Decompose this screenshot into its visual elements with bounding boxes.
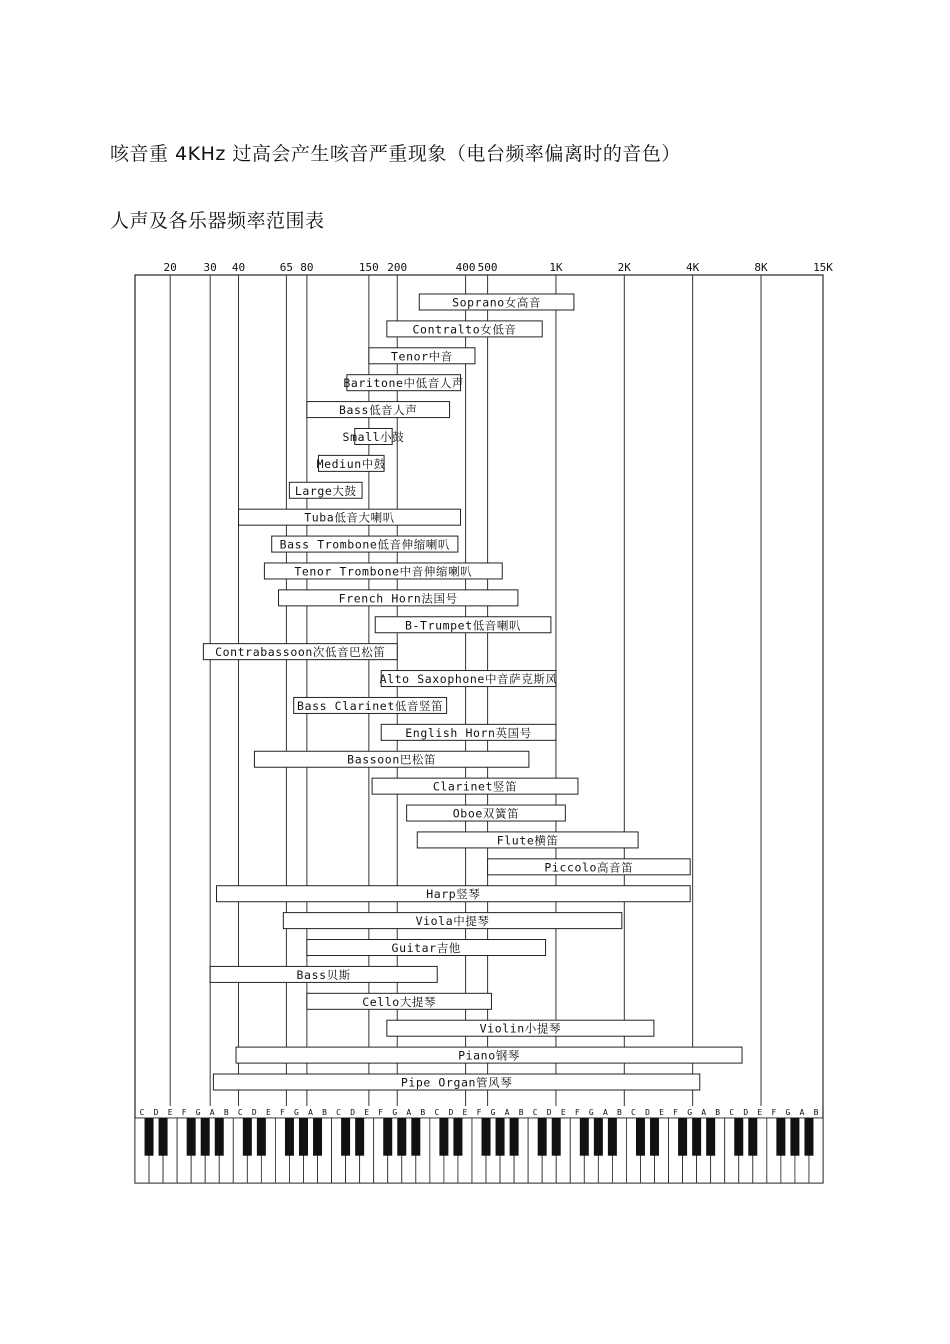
key-note-label: E <box>757 1108 763 1117</box>
key-note-label: D <box>251 1108 257 1117</box>
key-note-label: G <box>588 1108 594 1117</box>
tick-label: 500 <box>477 261 498 274</box>
key-note-label: C <box>139 1108 145 1117</box>
tick-label: 150 <box>358 261 379 274</box>
black-key <box>678 1118 687 1156</box>
black-key <box>453 1118 462 1156</box>
black-key <box>145 1118 154 1156</box>
black-key <box>510 1118 519 1156</box>
black-key <box>201 1118 210 1156</box>
tick-label: 4K <box>686 261 700 274</box>
key-note-label: E <box>560 1108 566 1117</box>
key-note-label: F <box>673 1108 678 1117</box>
black-key <box>411 1118 420 1156</box>
key-note-label: A <box>602 1108 608 1117</box>
black-key <box>299 1118 308 1156</box>
black-key <box>439 1118 448 1156</box>
key-note-label: D <box>350 1108 356 1117</box>
black-key <box>341 1118 350 1156</box>
range-bar-label: Tuba低音大喇叭 <box>304 510 395 525</box>
key-note-label: D <box>546 1108 552 1117</box>
key-note-label: C <box>237 1108 243 1117</box>
range-bar-label: Mediun中鼓 <box>316 456 386 471</box>
key-note-label: A <box>504 1108 510 1117</box>
black-key <box>636 1118 645 1156</box>
range-bar-label: Bass低音人声 <box>338 403 418 418</box>
key-note-label: G <box>195 1108 201 1117</box>
tick-label: 80 <box>300 261 314 274</box>
key-note-label: F <box>280 1108 285 1117</box>
key-note-label: F <box>181 1108 187 1117</box>
range-bar-label: Contralto女低音 <box>412 322 517 337</box>
range-bar-label: Pipe Organ管风琴 <box>400 1075 513 1090</box>
key-note-label: G <box>392 1108 398 1117</box>
range-bar-label: Piccolo高音笛 <box>544 860 634 875</box>
range-bar-label: Contrabassoon次低音巴松笛 <box>215 645 386 660</box>
key-note-label: D <box>645 1108 650 1117</box>
tick-label: 1K <box>549 261 563 274</box>
tick-label: 20 <box>163 261 177 274</box>
black-key <box>257 1118 266 1156</box>
black-key <box>215 1118 224 1156</box>
range-bar-label: Cello大提琴 <box>362 994 437 1009</box>
black-key <box>538 1118 547 1156</box>
key-note-label: B <box>322 1108 327 1117</box>
black-key <box>734 1118 743 1156</box>
key-note-label: C <box>729 1108 735 1117</box>
key-note-label: F <box>574 1108 580 1117</box>
key-note-label: B <box>420 1108 426 1117</box>
black-key <box>804 1118 813 1156</box>
tick-label: 15K <box>813 261 833 274</box>
key-note-label: D <box>743 1108 749 1117</box>
black-key <box>187 1118 196 1156</box>
key-note-label: E <box>364 1108 370 1117</box>
key-note-label: C <box>532 1108 538 1117</box>
key-note-label: B <box>518 1108 524 1117</box>
range-bar-label: B-Trumpet低音喇叭 <box>405 618 522 633</box>
key-note-label: F <box>476 1108 482 1117</box>
black-key <box>608 1118 617 1156</box>
key-note-label: A <box>209 1108 215 1117</box>
range-bar-label: Clarinet竖笛 <box>432 779 518 794</box>
range-bar-label: Alto Saxophone中音萨克斯风 <box>379 672 558 687</box>
tick-label: 30 <box>203 261 217 274</box>
black-key <box>650 1118 659 1156</box>
black-key <box>397 1118 406 1156</box>
range-bar-label: Flute横笛 <box>496 833 559 848</box>
key-note-label: E <box>265 1108 271 1117</box>
key-note-label: A <box>308 1108 313 1117</box>
key-note-label: C <box>434 1108 440 1117</box>
tick-label: 8K <box>754 261 768 274</box>
black-key <box>383 1118 392 1156</box>
range-bar-label: Harp竖琴 <box>426 887 481 902</box>
key-note-label: F <box>378 1108 384 1117</box>
chart-heading: 人声及各乐器频率范围表 <box>110 210 325 232</box>
tick-label: 2K <box>617 261 631 274</box>
range-bar-label: Baritone中低音人声 <box>343 376 465 391</box>
range-bar-label: Tenor中音 <box>391 349 453 364</box>
range-bar-label: Small小鼓 <box>342 429 405 444</box>
key-note-label: C <box>336 1108 342 1117</box>
key-note-label: G <box>785 1108 791 1117</box>
tick-label: 65 <box>279 261 294 274</box>
range-bar-label: Soprano女高音 <box>452 295 542 310</box>
black-key <box>552 1118 561 1156</box>
black-key <box>482 1118 491 1156</box>
key-note-label: F <box>771 1108 777 1117</box>
range-bar-label: Guitar吉他 <box>391 941 461 956</box>
key-note-label: G <box>294 1108 299 1117</box>
black-key <box>790 1118 799 1156</box>
black-key <box>313 1118 322 1156</box>
black-key <box>594 1118 603 1156</box>
black-key <box>496 1118 505 1156</box>
range-bar-label: French Horn法国号 <box>338 591 458 606</box>
key-note-label: G <box>490 1108 496 1117</box>
key-note-label: D <box>448 1108 454 1117</box>
black-key <box>285 1118 294 1156</box>
tick-label: 200 <box>387 261 408 274</box>
black-key <box>355 1118 364 1156</box>
black-key <box>748 1118 757 1156</box>
key-note-label: G <box>687 1108 693 1117</box>
range-bar-label: Viola中提琴 <box>415 914 490 929</box>
key-note-label: B <box>715 1108 721 1117</box>
key-note-label: E <box>167 1108 173 1117</box>
key-note-label: C <box>631 1108 636 1117</box>
key-note-label: B <box>813 1108 819 1117</box>
key-note-label: A <box>406 1108 412 1117</box>
range-bar-label: Bass Clarinet低音竖笛 <box>297 698 444 713</box>
tick-label: 40 <box>231 261 246 274</box>
range-bar-label: Bassoon巴松笛 <box>347 752 437 767</box>
range-bar-label: Violin小提琴 <box>479 1021 562 1036</box>
key-note-label: A <box>701 1108 707 1117</box>
range-bar-label: Bass贝斯 <box>296 967 351 982</box>
key-note-label: D <box>153 1108 159 1117</box>
black-key <box>692 1118 701 1156</box>
tick-label: 400 <box>455 261 476 274</box>
black-key <box>706 1118 715 1156</box>
key-note-label: E <box>462 1108 468 1117</box>
range-bar-label: Tenor Trombone中音伸缩喇叭 <box>294 564 473 579</box>
black-key <box>776 1118 785 1156</box>
range-bar-label: English Horn英国号 <box>405 725 532 740</box>
key-note-label: B <box>616 1108 622 1117</box>
key-note-label: E <box>659 1108 664 1117</box>
black-key <box>580 1118 589 1156</box>
key-note-label: B <box>223 1108 229 1117</box>
black-key <box>159 1118 168 1156</box>
intro-text: 咳音重 4KHz 过高会产生咳音严重现象（电台频率偏离时的音色） <box>110 143 681 165</box>
range-bar-label: Bass Trombone低音伸缩喇叭 <box>279 537 451 552</box>
range-bar-label: Oboe双簧笛 <box>452 806 520 821</box>
black-key <box>243 1118 252 1156</box>
range-bar-label: Piano钢琴 <box>458 1048 520 1063</box>
range-bar-label: Large大鼓 <box>294 483 357 498</box>
key-note-label: A <box>799 1108 805 1117</box>
